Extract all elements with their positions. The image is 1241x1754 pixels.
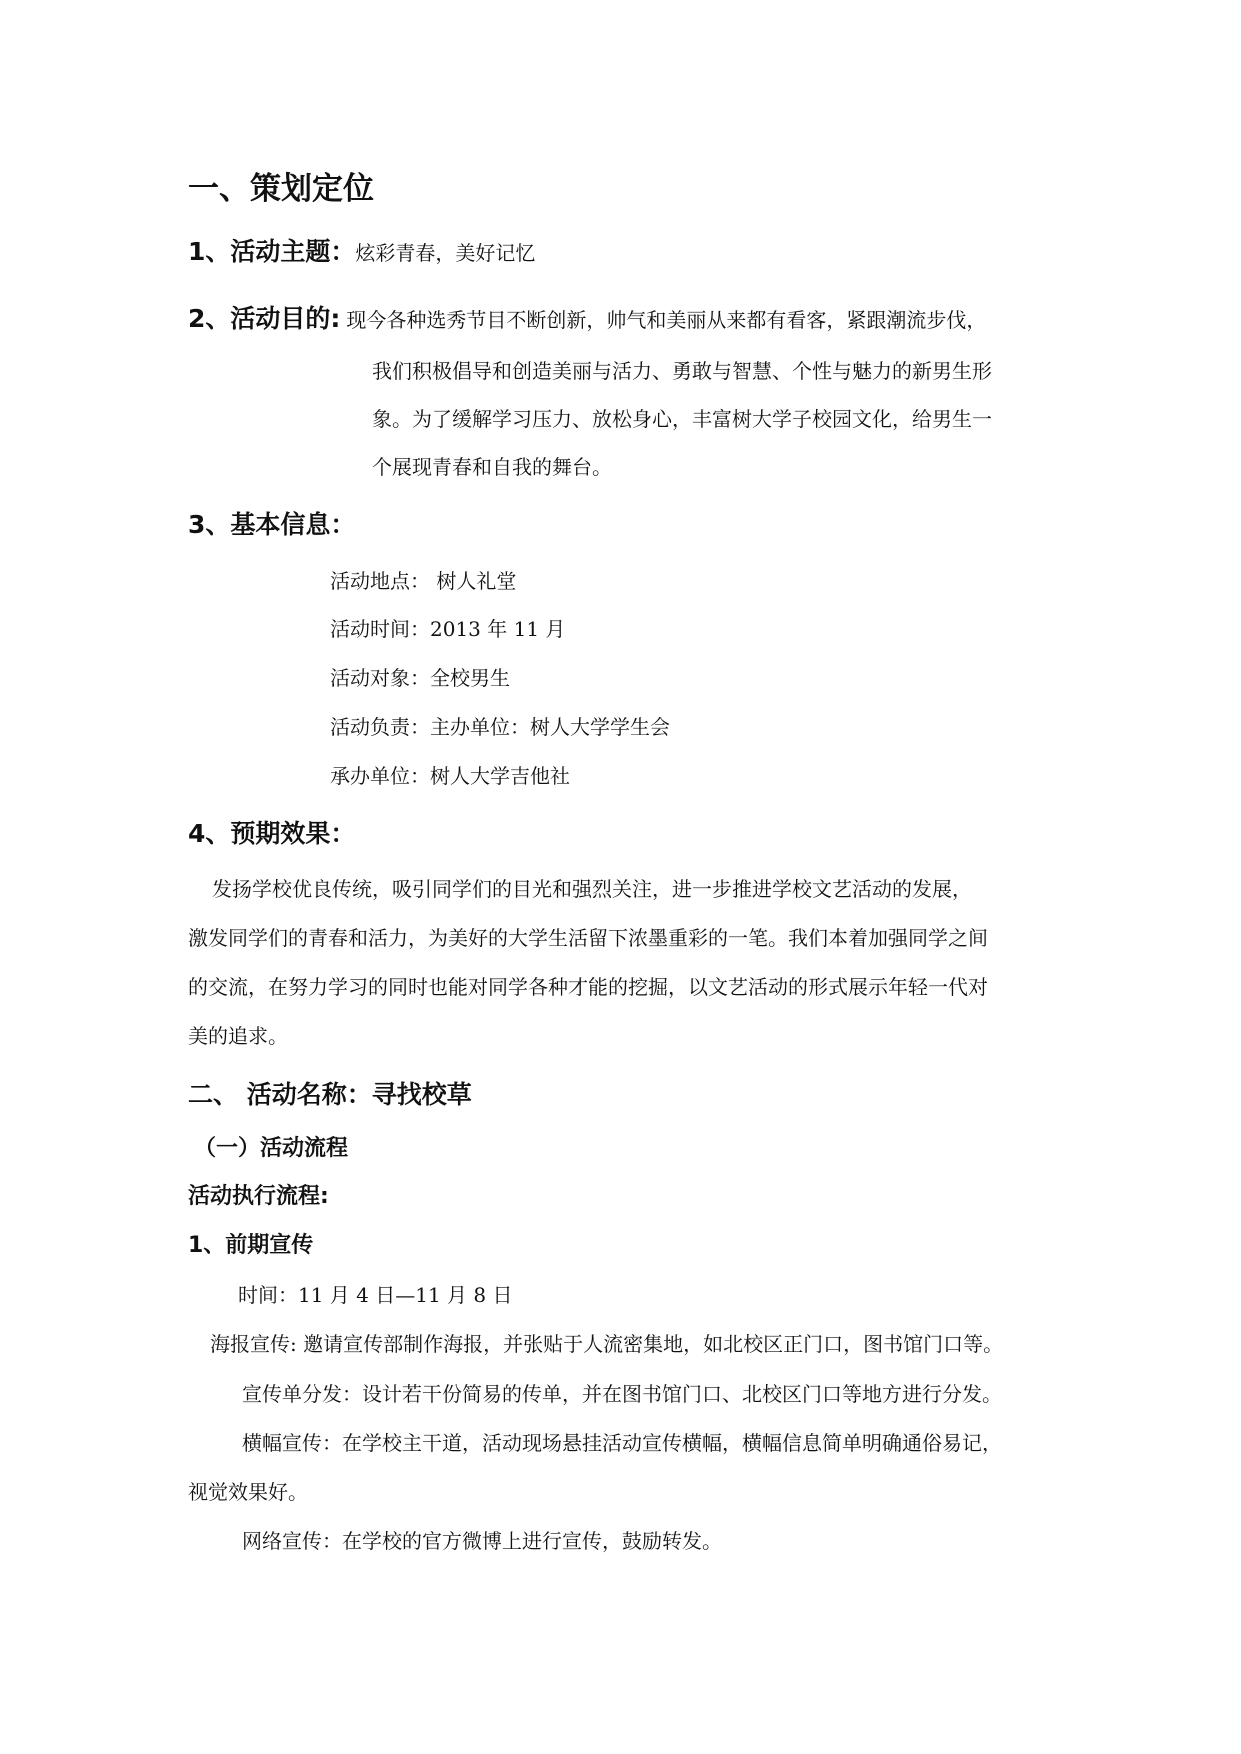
expected-heading: 4、预期效果： [188,819,356,848]
purpose-text-line: 象。为了缓解学习压力、放松身心，丰富树大学子校园文化，给男生一 [372,407,992,431]
section-1-heading: 一、策划定位 [188,171,374,207]
basic-info-line: 活动时间：2013 年 11 月 [330,617,566,641]
basic-info-line: 活动负责：主办单位：树人大学学生会 [330,715,670,739]
basic-info-line: 活动对象：全校男生 [330,666,510,690]
schedule-line: 时间：11 月 4 日—11 月 8 日 [238,1283,513,1307]
purpose-text-line: 个展现青春和自我的舞台。 [372,455,612,479]
theme-value: 炫彩青春，美好记忆 [355,241,536,265]
expected-text-line: 发扬学校优良传统，吸引同学们的目光和强烈关注，进一步推进学校文艺活动的发展， [212,877,972,901]
theme-label: 1、活动主题： [188,237,356,266]
purpose-line [188,299,986,335]
banner-line-cont: 视觉效果好。 [188,1480,308,1504]
basic-info-line: 活动地点： 树人礼堂 [330,569,517,593]
flyer-line: 宣传单分发：设计若干份简易的传单，并在图书馆门口、北校区门口等地方进行分发。 [242,1382,1002,1406]
theme-line [188,232,535,268]
online-line: 网络宣传：在学校的官方微博上进行宣传，鼓励转发。 [242,1529,722,1553]
banner-line: 横幅宣传：在学校主干道，活动现场悬挂活动宣传横幅，横幅信息简单明确通俗易记， [242,1431,1002,1455]
process-subheading: （一）活动流程 [194,1136,349,1161]
expected-text-line: 的交流，在努力学习的同时也能对同学各种才能的挖掘，以文艺活动的形式展示年轻一代对 [188,975,988,999]
purpose-label: 2、活动目的: [188,304,341,333]
purpose-text-line: 我们积极倡导和创造美丽与活力、勇敢与智慧、个性与魅力的新男生形 [372,359,992,383]
basic-info-heading: 3、基本信息： [188,510,356,539]
expected-text-line: 美的追求。 [188,1024,288,1048]
section-2-heading: 二、 活动名称：寻找校草 [188,1080,472,1109]
poster-line: 海报宣传: 邀请宣传部制作海报，并张贴于人流密集地，如北校区正门口，图书馆门口等。 [210,1332,1004,1356]
execution-process-label: 活动执行流程: [188,1184,329,1209]
pre-publicity-heading: 1、前期宣传 [188,1233,314,1258]
purpose-text-line: 现今各种选秀节目不断创新，帅气和美丽从来都有看客，紧跟潮流步伐， [346,308,987,332]
basic-info-line: 承办单位：树人大学吉他社 [330,764,570,788]
expected-text-line: 激发同学们的青春和活力，为美好的大学生活留下浓墨重彩的一笔。我们本着加强同学之间 [188,926,988,950]
